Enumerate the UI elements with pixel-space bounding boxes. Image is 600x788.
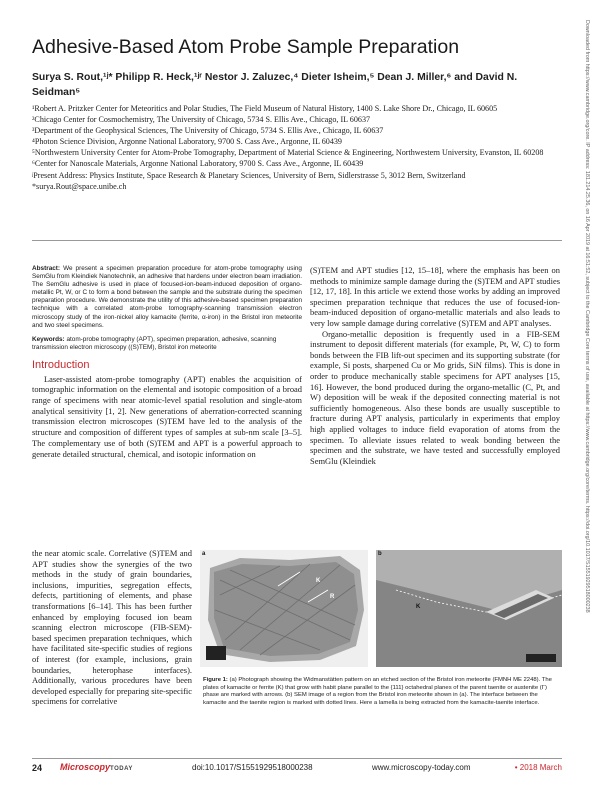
panel-a-r-label: R [330, 594, 335, 600]
header-divider [32, 240, 562, 241]
panel-b-label: b [378, 551, 382, 557]
affiliation-6: ⁶Center for Nanoscale Materials, Argonne National Laboratory, 9700 S. Cass Ave., Argonne, IL 60439 [32, 159, 364, 168]
journal-logo [60, 762, 133, 772]
panel-b-kamacite-label: K [416, 604, 421, 610]
panel-a-label: a [202, 551, 206, 557]
journal-website[interactable]: www.microscopy-today.com [372, 763, 471, 772]
affiliation-4: ⁴Photon Science Division, Argonne National Laboratory, 9700 S. Cass Ave., Argonne, IL 60439 [32, 137, 342, 146]
article-doi[interactable]: doi:10.1017/S1551929518000238 [192, 763, 313, 772]
meteorite-photo-image [200, 550, 368, 667]
right-paragraph-1: (S)TEM and APT studies [12, 15–18], where the emphasis has been on methods to minimize sample damage during the (S)TEM and APT studies [12, 17, 18]. In this article we extend those works by adding an improved specimen preparation technique that reduces the use of focused-ion-beam-induced deposition of organo-metallic materials and also leads to very low sample damage during correlative (S)TEM and APT analyses. [310, 265, 560, 328]
keywords-text: atom-probe tomography (APT), specimen preparation, adhesive, scanning transmission electron microscopy ((S)TEM), Bristol iron meteorite [32, 335, 277, 351]
journal-name: Microscopy [60, 762, 111, 772]
page-footer [32, 762, 562, 778]
keywords-label: Keywords: [32, 335, 65, 343]
issue-date: • 2018 March [514, 763, 562, 772]
download-notice-text: Downloaded from https://www.cambridge.org/core. IP address: 181.214.25.36, on 16 Apr 2019 at 16:51:52, subject to the Cambridge Core terms of use, available at https://www.cambridge.org/core/terms. https://doi.org/10.1017/S1551929518000238 [584, 20, 590, 613]
sem-image [376, 550, 562, 667]
introduction-body [32, 374, 302, 460]
right-column [310, 265, 560, 466]
affiliation-1: ¹Robert A. Pritzker Center for Meteoritics and Polar Studies, The Field Museum of Natural History, 1400 S. Lake Shore Dr., Chicago, IL 60605 [32, 104, 498, 113]
author-list: Surya S. Rout,¹ʲ* Philipp R. Heck,¹ʲʳ Nestor J. Zaluzec,⁴ Dieter Isheim,⁵ Dean J. Miller,⁶ and David N. Seidman⁵ [32, 72, 518, 98]
introduction-paragraph-1: Laser-assisted atom-probe tomography (APT) enables the acquisition of tomographic information on the elemental and isotopic composition of a broad range of specimens with near atomic-level spatial resolution and single-atom analytical sensitivity [1, 2]. New generations of aberration-corrected scanning transmission electron microscopes (S)TEM have led to the analysis of the structure and composition of different types of samples at sub-nm scale [3–5]. The complementary use of both (S)TEM and APT is a powerful approach to generate detailed structural, chemical, and isotopic information on [32, 373, 302, 459]
figure-panel-a-meteorite-photo [200, 550, 368, 667]
abstract-label: Abstract: [32, 265, 61, 272]
affiliation-5: ⁵Northwestern University Center for Atom-Probe Tomography, Department of Material Science & Engineering, Northwestern University, Evanston, IL 60208 [32, 148, 544, 157]
affiliation-2: ²Chicago Center for Cosmochemistry, The University of Chicago, 5734 S. Ellis Ave., Chicago, IL 60637 [32, 115, 371, 124]
abstract [32, 265, 302, 330]
abstract-text: We present a specimen preparation procedure for atom-probe tomography using SemGlu from Kleindiek Nanotechnik, an adhesive that hardens under electron beam irradiation. The SemGlu adhesive is used in place of focused-ion-beam-induced deposition of organo-metallic Pt, W, or C to form a bond between the sample and the substrate during the specimen preparation procedure. We demonstrate the utility of this adhesive-based specimen preparation technique with a correlated atom-probe tomography-scanning transmission electron microscopy study of the iron-nickel alloy kamacite (ferrite, α-iron) in the Bristol iron meteorite and two steel specimens. [32, 265, 302, 329]
affiliation-3: ³Department of the Geophysical Sciences, The University of Chicago, 5734 S. Ellis Ave., Chicago, IL 60637 [32, 126, 384, 135]
figure-1 [200, 550, 562, 675]
download-notice [584, 20, 594, 760]
figure-caption-text: (a) Photograph showing the Widmanstätten pattern on an etched section of the Bristol iron meteorite (FMNH ME 2248). The plates of kamacite or ferrite (K) that grow with habit plane parallel to the {111} octahedral planes of the parent taenite or austenite (Γ) phase are marked with arrows. (b) SEM image of a region from the Bristol iron meteorite shown in (a). The interface between the kamacite and the taenite region is marked with dotted lines. Here a lamella is being extracted from the kamacite-taenite interface. [203, 677, 552, 706]
introduction-heading: Introduction [32, 358, 90, 371]
figure-caption-label: Figure 1: [203, 677, 228, 683]
right-paragraph-2: Organo-metallic deposition is frequently used in a FIB-SEM instrument to deposit different materials (for example, Pt, W, C) to form bonds between the FIB lift-out specimen and its supporting substrate (for example, Si posts, sharpened Cu or Mo grids, SiN films). This is done in order to produce mechanically stable specimens for APT analyses [15, 16]. However, the bond produced during the organo-metallic (C, Pt, and W) deposition will be weak if the deposited connecting material is not sufficiently homogeneous. Also these bonds are usually susceptible to fracture during APT analysis, particularly in experiments that employ high applied voltages to induce field evaporation of atoms from the specimen. To alleviate issues related to weak bonding between the specimen and the substrate, we have tested and successfully employed SemGlu (Kleindiek [310, 328, 560, 466]
left-column-continued: the near atomic scale. Correlative (S)TEM and APT studies show the synergies of the two methods in the study of grain boundaries, inclusions, impurities, segregation effects, defects, partitioning of elements, and phase transformations [6–14]. This has been further enhanced by employing focused ion beam scanning electron microscope (FIB-SEM)-based specimen preparation techniques, which have facilitated site-specific studies of regions of interest (for example, inclusions, grain boundaries, heterophase interfaces). Additionally, various procedures have been developed especially for preparing site-specific specimens for correlative [32, 548, 192, 707]
keywords [32, 336, 302, 352]
affiliations [32, 104, 562, 193]
page-number: 24 [32, 763, 43, 773]
journal-name-suffix: TODAY [110, 766, 133, 772]
figure-panel-b-sem-image [376, 550, 562, 667]
article-title: Adhesive-Based Atom Probe Sample Preparation [32, 36, 460, 58]
present-address: ʲPresent Address: Physics Institute, Space Research & Planetary Sciences, University of Bern, Sidlerstrasse 5, 3012 Bern, Switzerland [32, 171, 466, 181]
panel-a-kamacite-label: K [316, 578, 321, 584]
corresponding-email[interactable]: *surya.Rout@space.unibe.ch [32, 182, 127, 192]
footer-divider [32, 758, 562, 759]
figure-1-caption [203, 677, 563, 707]
left-column [32, 265, 302, 459]
